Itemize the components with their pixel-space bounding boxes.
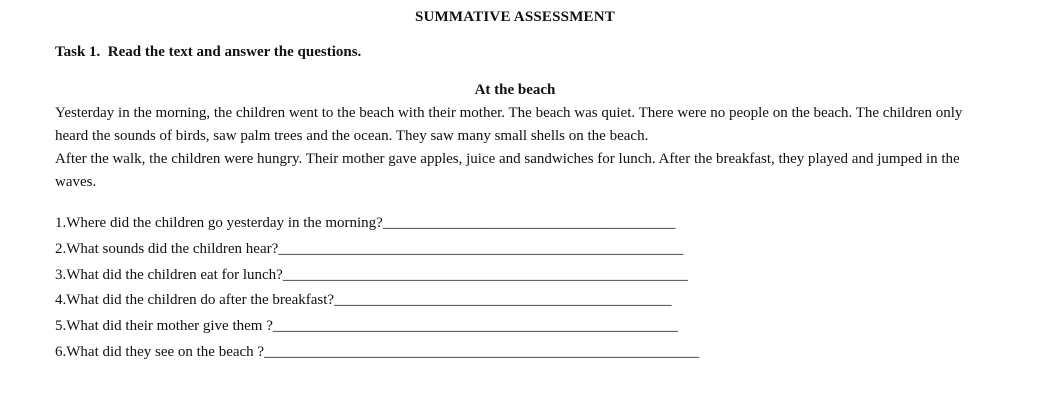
question-text: 2.What sounds did the children hear? [55,240,279,257]
question-row [55,213,715,239]
answer-line[interactable]: _______________________________________ [382,215,676,231]
answer-line[interactable]: ______________________________________________________ [278,240,684,257]
task-heading: Task 1. Read the text and answer the questions. [55,44,362,60]
answer-line[interactable]: __________________________________________________________ [264,343,700,360]
question-text: 3.What did the children eat for lunch? [55,266,283,283]
answer-line[interactable]: ______________________________________________________ [272,318,678,335]
question-text: 6.What did they see on the beach ? [55,343,265,360]
question-row [55,316,715,342]
assessment-title: SUMMATIVE ASSESSMENT [414,9,616,25]
question-row [55,342,715,368]
passage-paragraph: After the walk, the children were hungry. Their mother gave apples, juice and sandwiches for lunch. After the breakfast, they played and jumped in the waves. [55,151,960,190]
question-text: 4.What did the children do after the breakfast? [55,292,335,309]
question-row [55,239,715,265]
question-text: 5.What did their mother give them ? [55,318,273,335]
reading-passage [55,102,995,194]
passage-title: At the beach [474,82,556,98]
question-row [55,290,715,316]
passage-paragraph: Yesterday in the morning, the children went to the beach with their mother. The beach was quiet. There were no people on the beach. The children only heard the sounds of birds, saw palm trees and the ocean. They saw many small shells on the beach. [55,105,963,144]
question-text: 1.Where did the children go yesterday in the morning? [55,215,383,231]
question-row [55,265,715,291]
answer-line[interactable]: _____________________________________________ [334,292,672,309]
answer-line[interactable]: ______________________________________________________ [282,266,688,283]
question-list [55,213,715,368]
